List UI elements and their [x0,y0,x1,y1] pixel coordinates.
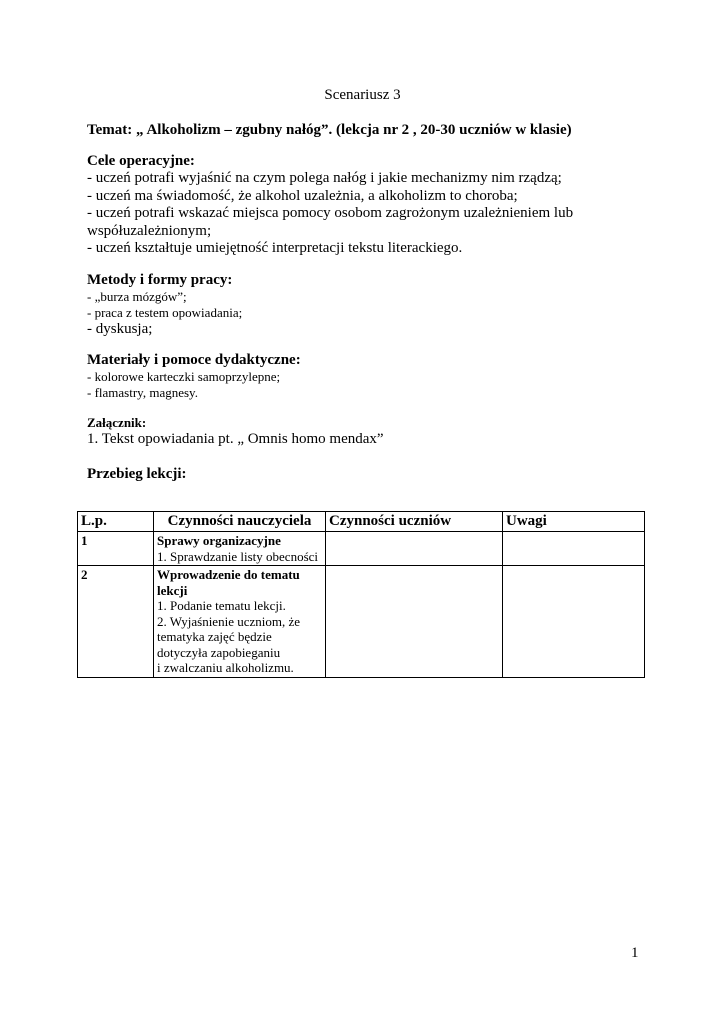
table-row [78,566,645,678]
row-line: 2. Wyjaśnienie uczniom, że tematyka zajęć będzie dotyczyła zapobieganiu [157,613,301,660]
lesson-topic: Temat: „ Alkoholizm – zgubny nałóg”. (lekcja nr 2 , 20-30 uczniów w klasie) [87,122,572,138]
goals-section [87,153,647,258]
cell-lp: 2 [78,566,154,678]
materials-section [87,352,647,401]
cell-teacher [154,532,326,566]
page-number: 1 [631,945,639,961]
goal-item: - uczeń potrafi wyjaśnić na czym polega nałóg i jakie mechanizmy nim rządzą; [87,170,562,186]
table-header-row [78,512,645,532]
methods-section [87,272,647,339]
goal-item: - uczeń potrafi wskazać miejsca pomocy osobom zagrożonym uzależnieniem lub [87,205,574,221]
goals-heading: Cele operacyjne: [87,153,195,169]
materials-heading: Materiały i pomoce dydaktyczne: [87,352,301,368]
goal-item: - uczeń kształtuje umiejętność interpretacji tekstu literackiego. [87,240,463,256]
attachment-section [87,414,647,449]
row-title: Sprawy organizacyjne [157,533,281,548]
row-title: Wprowadzenie do tematu lekcji [157,567,300,598]
goal-item: współuzależnionym; [87,222,212,239]
row-line: 1. Podanie tematu lekcji. [157,598,286,613]
column-header-notes: Uwagi [503,512,645,532]
method-item: - dyskusja; [87,321,153,337]
methods-heading: Metody i formy pracy: [87,272,233,288]
cell-students [326,532,503,566]
row-line: 1. Sprawdzanie listy obecności [157,548,319,564]
attachment-heading: Załącznik: [87,415,147,430]
method-item: - „burza mózgów”; [87,289,187,304]
cell-lp: 1 [78,532,154,566]
scenario-title: Scenariusz 3 [324,87,401,103]
goal-item: - uczeń ma świadomość, że alkohol uzależnia, a alkoholizm to choroba; [87,187,518,204]
column-header-students: Czynności uczniów [326,512,503,532]
method-item: - praca z testem opowiadania; [87,305,243,320]
material-item: - kolorowe karteczki samoprzylepne; [87,369,281,384]
course-heading: Przebieg lekcji: [87,466,187,482]
cell-teacher [154,566,326,678]
cell-notes [503,566,645,678]
lesson-plan-table [77,511,645,678]
table-row [78,532,645,566]
column-header-teacher: Czynności nauczyciela [154,512,326,532]
cell-students [326,566,503,678]
column-header-lp: L.p. [78,512,154,532]
attachment-item: 1. Tekst opowiadania pt. „ Omnis homo mendax” [87,431,384,447]
row-line: i zwalczaniu alkoholizmu. [157,660,294,675]
material-item: - flamastry, magnesy. [87,385,198,400]
cell-notes [503,532,645,566]
